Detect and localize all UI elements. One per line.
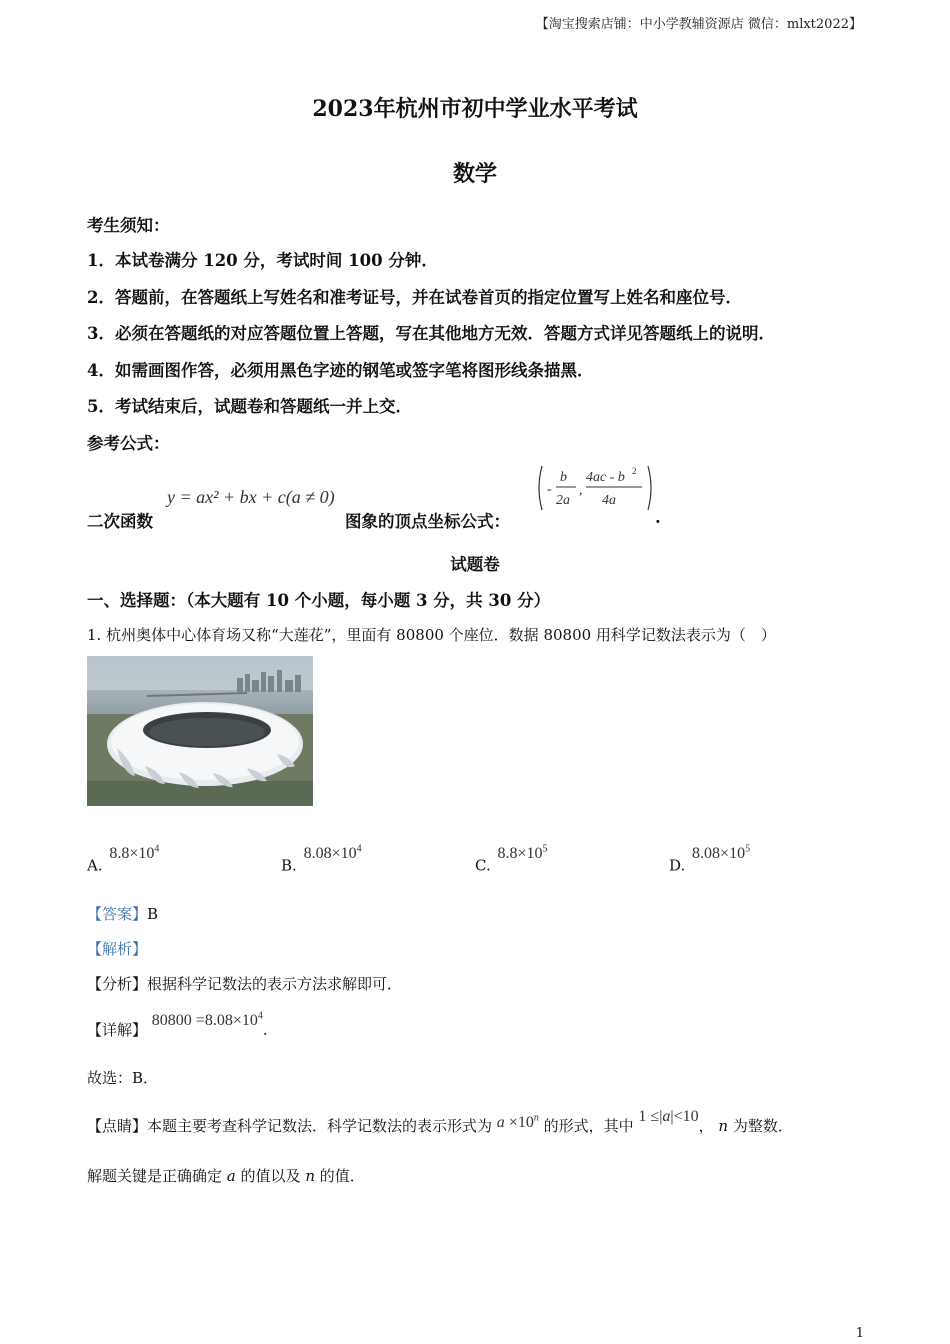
answer-tag: 【答案】 bbox=[87, 905, 148, 923]
last-part-b: 的值以及 bbox=[240, 1167, 301, 1185]
notice-heading: 考生须知： bbox=[87, 216, 170, 235]
svg-text:,: , bbox=[579, 483, 583, 498]
option-d-letter: D. bbox=[669, 856, 686, 875]
guxuan: 故选：B． bbox=[87, 1069, 159, 1087]
vertex-formula bbox=[536, 464, 656, 518]
analysis-tag: 【解析】 bbox=[87, 940, 148, 958]
option-c-exponent: 5 bbox=[542, 844, 548, 855]
option-d bbox=[669, 844, 751, 875]
exam-subject: 数学 bbox=[452, 161, 497, 187]
formula-middle: 图象的顶点坐标公式： bbox=[345, 512, 510, 531]
option-a-exponent: 4 bbox=[154, 844, 160, 855]
sci-notation-form: $a \times 10^n$ bbox=[496, 1112, 539, 1131]
svg-text:-: - bbox=[547, 482, 552, 497]
option-d-value: $8.08\times 10^5$ bbox=[692, 844, 751, 863]
xiangjie-equation: $80800 =8.08\times 10^4$ bbox=[151, 1010, 263, 1029]
option-c-value: $8.8\times 10^5$ bbox=[497, 844, 548, 863]
last-part-a: 解题关键是正确确定 bbox=[87, 1167, 223, 1185]
dianjing-part-a: 【点睛】本题主要考查科学记数法．科学记数法的表示形式为 bbox=[87, 1117, 493, 1135]
vertex-formula-graphic bbox=[536, 464, 656, 514]
option-a-letter: A. bbox=[87, 856, 103, 875]
dianjing-part-c: ， bbox=[698, 1117, 714, 1135]
paper-label: 试题卷 bbox=[450, 555, 500, 574]
xiangjie-exponent: 4 bbox=[257, 1010, 263, 1022]
notice-item-2: 2．答题前，在答题纸上写姓名和准考证号，并在试卷首页的指定位置写上姓名和座位号． bbox=[87, 288, 742, 307]
option-d-exponent: 5 bbox=[745, 844, 751, 855]
xiangjie-line: 【详解】 $80800 =8.08\times 10^4$. bbox=[87, 1010, 268, 1039]
answer-value: B bbox=[147, 905, 159, 923]
last-var-a: a bbox=[226, 1167, 236, 1185]
svg-text:2: 2 bbox=[632, 466, 637, 476]
svg-text:2a: 2a bbox=[556, 493, 570, 508]
section-1-heading: 一、选择题：（本大题有 10 个小题，每小题 3 分，共 30 分） bbox=[87, 591, 551, 610]
option-b-letter: B. bbox=[281, 856, 297, 875]
option-b-value: $8.08\times 10^4$ bbox=[303, 844, 362, 863]
last-part-c: 的值． bbox=[319, 1167, 365, 1185]
exam-title: 2023年杭州市初中学业水平考试 bbox=[312, 96, 638, 122]
option-c-mantissa: 8.8 bbox=[497, 845, 518, 863]
option-a-value: $8.8\times 10^4$ bbox=[109, 844, 160, 863]
question-1-stem: 1. 杭州奥体中心体育场又称“大莲花”，里面有 80800 个座位．数据 80800 用科学记数法表示为（ ） bbox=[87, 626, 776, 644]
xiangjie-tag: 【详解】 bbox=[87, 1021, 148, 1039]
svg-text:4a: 4a bbox=[602, 493, 616, 508]
xiangjie-lhs: 80800 bbox=[151, 1012, 192, 1029]
quadratic-function-formula: y = ax² + bx + c(a ≠ 0) bbox=[167, 487, 335, 507]
option-b bbox=[281, 844, 362, 875]
option-a bbox=[87, 844, 160, 875]
analysis-fenxi: 【分析】根据科学记数法的表示方法求解即可． bbox=[87, 975, 403, 993]
option-a-mantissa: 8.8 bbox=[109, 845, 130, 863]
svg-text:4ac - b: 4ac - b bbox=[586, 470, 625, 485]
last-var-n: n bbox=[305, 1167, 315, 1185]
dianjing-var-n: n bbox=[718, 1117, 729, 1135]
option-c bbox=[475, 844, 548, 875]
xiangjie-rhs: 8.08 bbox=[204, 1012, 233, 1029]
notice-item-4: 4．如需画图作答，必须用黑色字迹的钢笔或签字笔将图形线条描黑． bbox=[87, 361, 594, 380]
notice-item-3: 3．必须在答题纸的对应答题位置上答题，写在其他地方无效．答题方式详见答题纸上的说明． bbox=[87, 324, 775, 343]
notice-item-1: 1．本试卷满分 120 分，考试时间 100 分钟． bbox=[87, 251, 438, 270]
option-c-letter: C. bbox=[475, 856, 491, 875]
option-b-mantissa: 8.08 bbox=[303, 845, 332, 863]
dianjing-line bbox=[87, 1108, 793, 1136]
dianjing-part-d: 为整数． bbox=[732, 1117, 793, 1135]
answer-line bbox=[87, 903, 158, 924]
last-line bbox=[87, 1165, 365, 1186]
page-number: 1 bbox=[855, 1326, 864, 1341]
notice-item-5: 5．考试结束后，试题卷和答题纸一并上交． bbox=[87, 397, 412, 416]
formula-lead: 二次函数 bbox=[87, 512, 153, 531]
option-b-exponent: 4 bbox=[356, 844, 362, 855]
dianjing-part-b: 的形式，其中 bbox=[543, 1117, 634, 1135]
range-condition: 1 ≤|a|<10 bbox=[638, 1108, 699, 1125]
option-d-mantissa: 8.08 bbox=[692, 845, 721, 863]
stadium-photo bbox=[87, 656, 313, 806]
svg-text:b: b bbox=[560, 470, 567, 485]
formula-heading: 参考公式： bbox=[87, 434, 170, 453]
header-note: 【淘宝搜索店铺：中小学教辅资源店 微信：mlxt2022】 bbox=[535, 17, 862, 32]
formula-tail: . bbox=[655, 508, 661, 527]
